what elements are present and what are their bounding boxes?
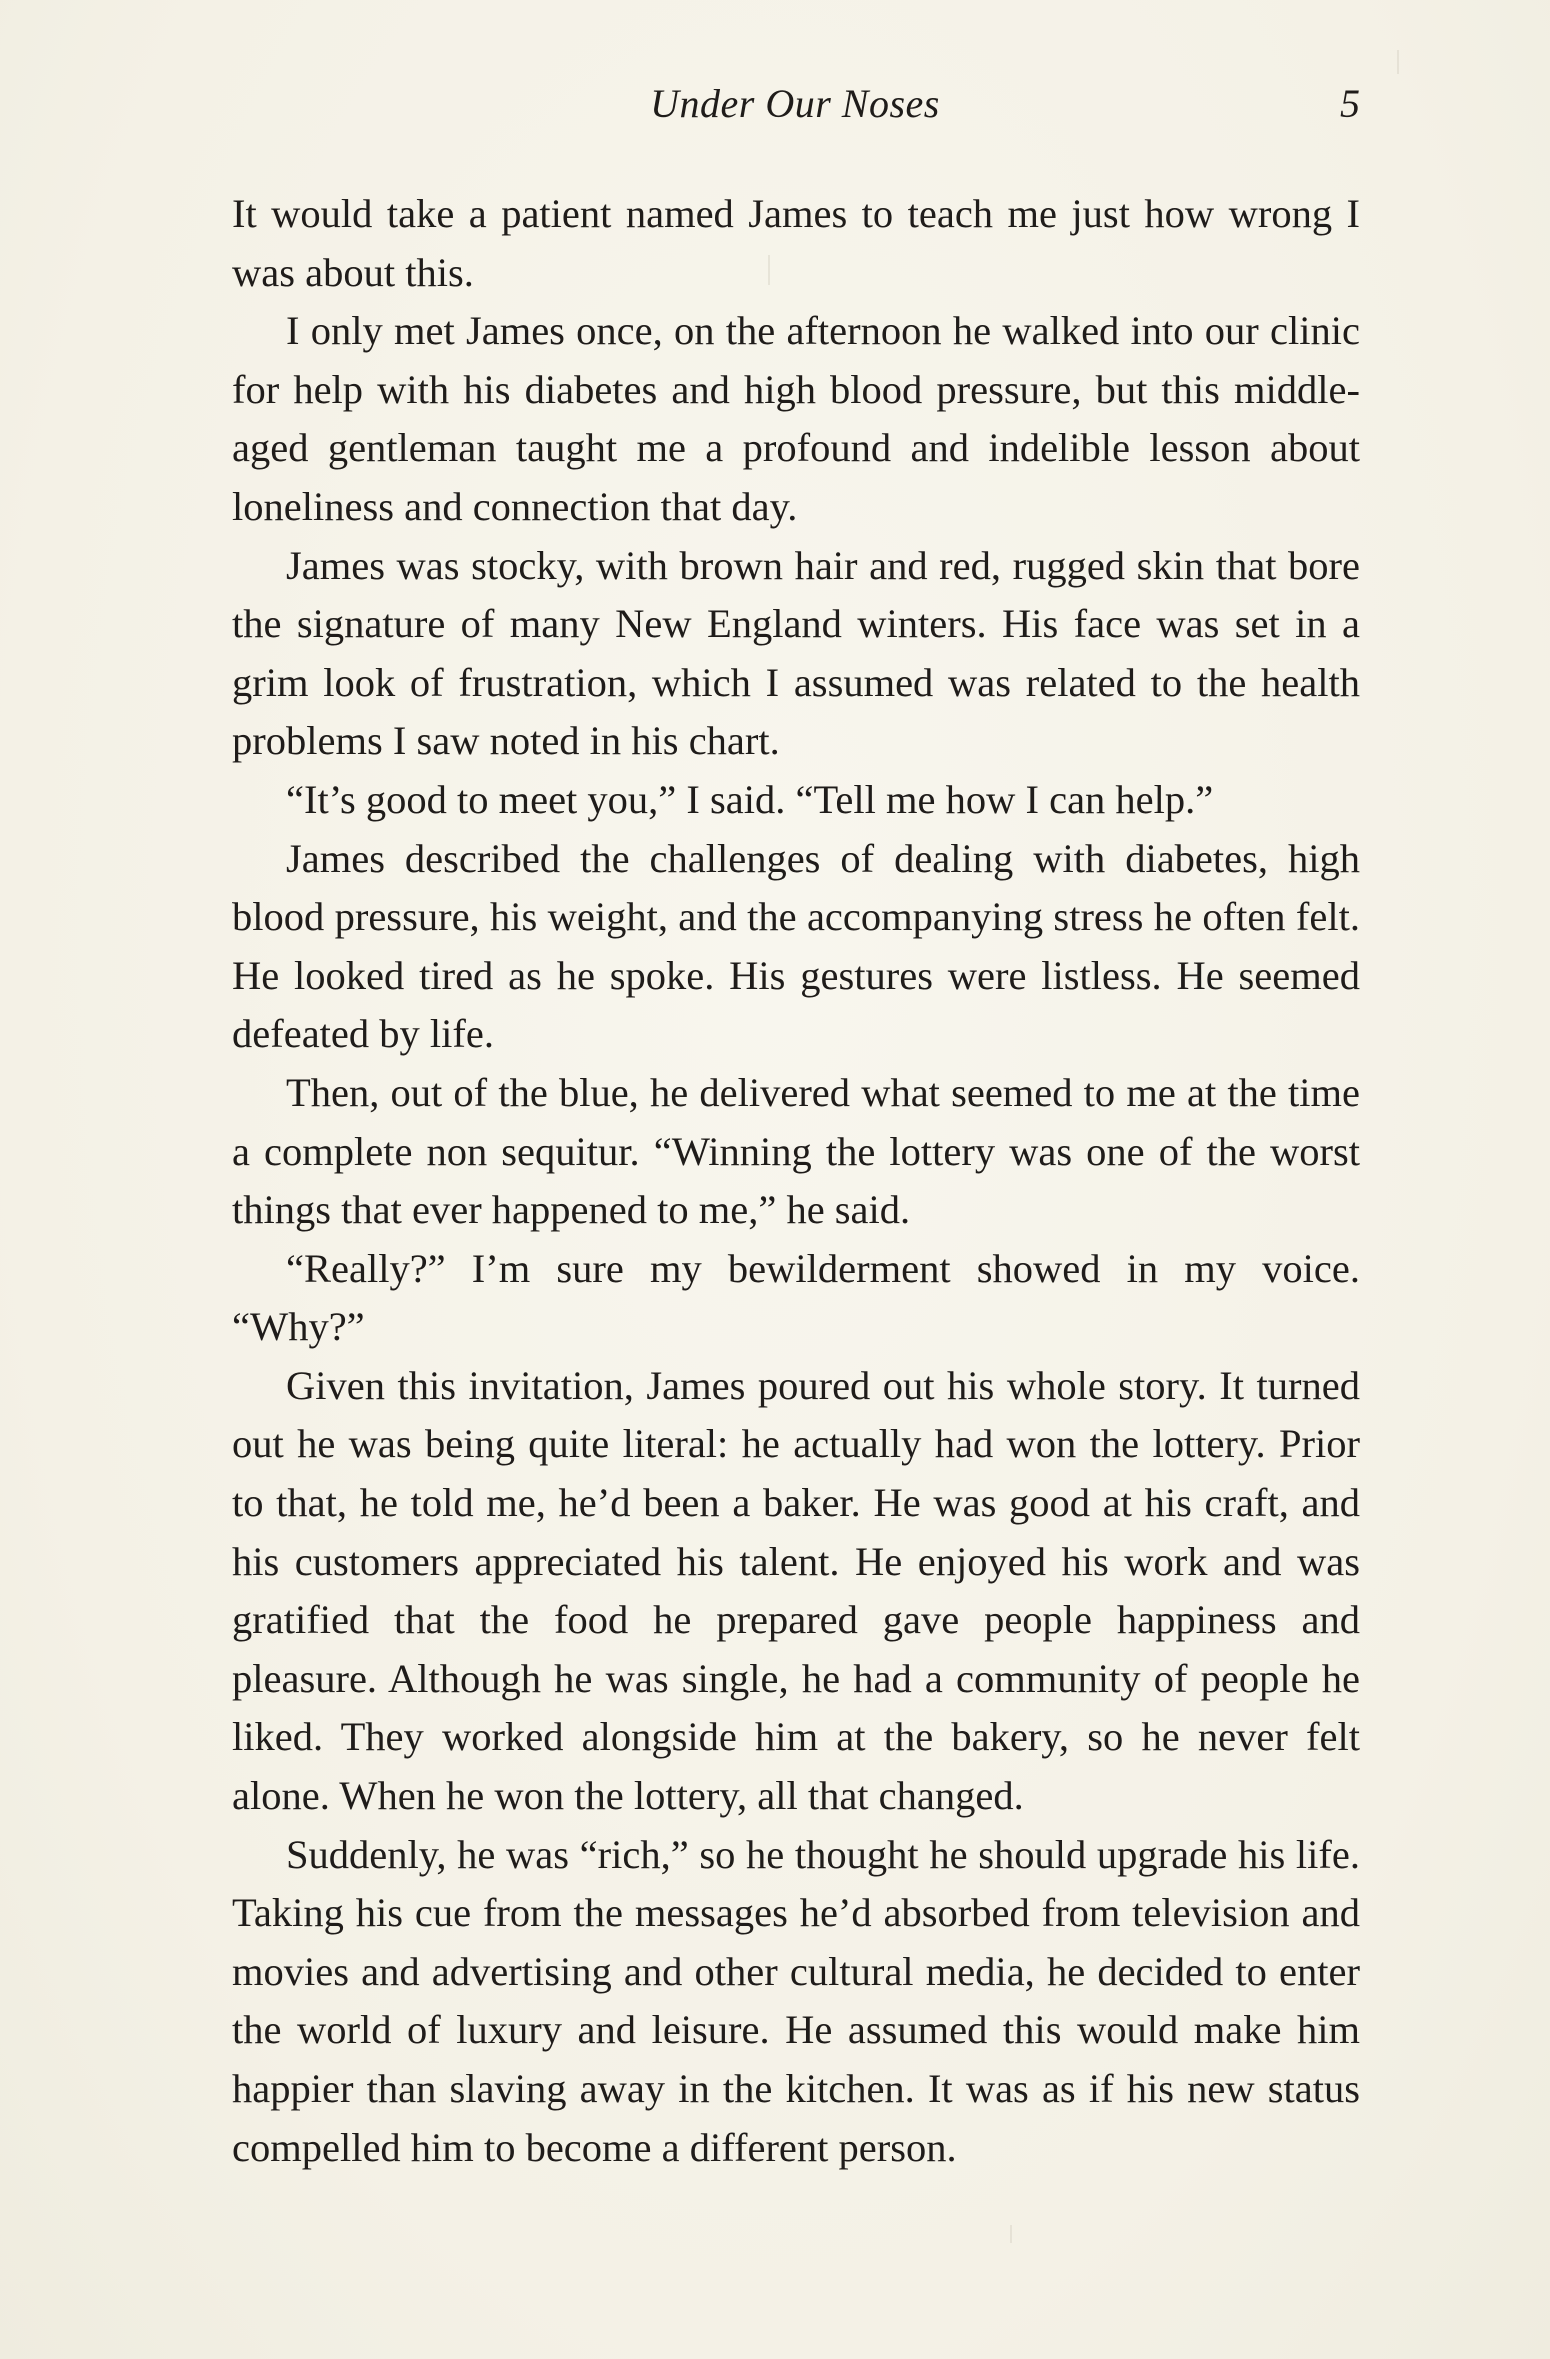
scan-speck bbox=[1010, 2225, 1012, 2243]
running-head bbox=[230, 78, 1360, 138]
chapter-title: Under Our Noses bbox=[650, 81, 940, 126]
page-number: 5 bbox=[1340, 81, 1360, 126]
scan-speck bbox=[768, 255, 770, 285]
paragraph: “Really?” I’m sure my bewilderment showed in my voice. “Why?” bbox=[232, 1245, 1360, 1350]
paragraph: James described the challenges of dealing with diabetes, high blood pressure, his weight, and the accompanying stress he often felt. He looked tired as he spoke. His gestures were listless. He seemed defeated by life. bbox=[232, 835, 1360, 1057]
paragraph: I only met James once, on the afternoon he walked into our clinic for help with his diabetes and high blood pressure, but this middle-aged gentleman taught me a profound and indelible lesson about loneliness and connection that day. bbox=[232, 308, 1360, 529]
scan-speck bbox=[1397, 50, 1399, 74]
paragraph: Then, out of the blue, he delivered what seemed to me at the time a complete non sequitur. “Winning the lottery was one of the worst things that ever happened to me,” he said. bbox=[232, 1069, 1360, 1233]
paragraph: James was stocky, with brown hair and red, rugged skin that bore the signature of many New England winters. His face was set in a grim look of frustration, which I assumed was related to the health problems I saw noted in his chart. bbox=[232, 542, 1360, 764]
body-text bbox=[232, 185, 1360, 2177]
paragraph: “It’s good to meet you,” I said. “Tell me how I can help.” bbox=[286, 776, 1214, 822]
paragraph: Suddenly, he was “rich,” so he thought he should upgrade his life. Taking his cue from the messages he’d absorbed from television and movies and advertising and other cultural media, he decided to enter the world of luxury and leisure. He assumed this would make him happier than slaving away in the kitchen. It was as if his new status compelled him to become a different person. bbox=[232, 1831, 1360, 2170]
paragraph: It would take a patient named James to teach me just how wrong I was about this. bbox=[232, 191, 1360, 295]
paragraph: Given this invitation, James poured out his whole story. It turned out he was being quite literal: he actually had won the lottery. Prior to that, he told me, he’d been a baker. He was good at his craft, and his customers appreciated his talent. He enjoyed his work and was gratified that the food he prepared gave people happiness and pleasure. Although he was single, he had a community of people he liked. They worked alongside him at the bakery, so he never felt alone. When he won the lottery, all that changed. bbox=[232, 1362, 1360, 1819]
